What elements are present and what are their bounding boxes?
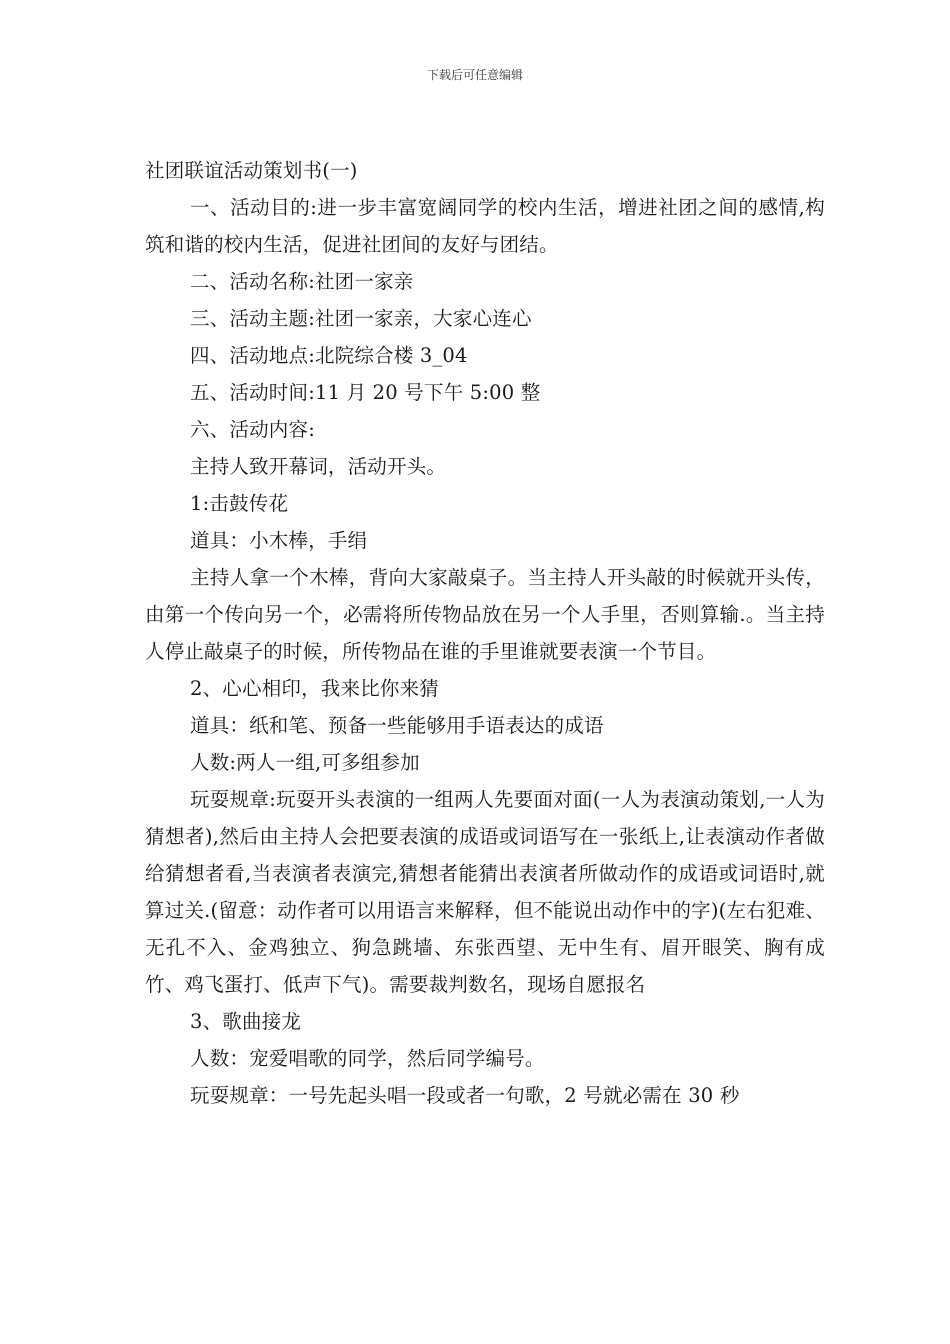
paragraph-name: 二、活动名称:社团一家亲 — [190, 270, 414, 293]
paragraph-game3-players: 人数：宠爱唱歌的同学，然后同学编号。 — [190, 1047, 545, 1070]
paragraph-opening: 主持人致开幕词，活动开头。 — [190, 455, 447, 478]
page-header: 下载后可任意编辑 — [426, 68, 523, 82]
paragraph-game3-title: 3、歌曲接龙 — [190, 1010, 302, 1033]
paragraph-game2-props: 道具：纸和笔、预备一些能够用手语表达的成语 — [190, 714, 604, 737]
paragraph-content-heading: 六、活动内容: — [190, 418, 315, 441]
paragraph-game2-title: 2、心心相印，我来比你来猜 — [190, 677, 440, 700]
paragraph-game1-title: 1:击鼓传花 — [190, 492, 289, 515]
paragraph-location: 四、活动地点:北院综合楼 3_04 — [190, 344, 468, 367]
paragraph-game1-props: 道具：小木棒，手绢 — [190, 529, 368, 552]
paragraph-game2-rules: 玩耍规章:玩耍开头表演的一组两人先要面对面(一人为表演动策划,一人为猜想者),然后由主持人会把要表演的成语或词语写在一张纸上,让表演动作者做给猜想者看,当表演者表演完,猜想者能猜出表演者所做动作的成语或词语时,就算过关.(留意：动作者可以用语言来解释，但不能说出动作中的字)(左右犯难、无孔不入、金鸡独立、狗急跳墙、东张西望、无中生有、眉开眼笑、胸有成竹、鸡飞蛋打、低声下气)。需要裁判数名，现场自愿报名 — [145, 788, 825, 996]
paragraph-game1-rules: 主持人拿一个木棒，背向大家敲桌子。当主持人开头敲的时候就开头传，由第一个传向另一个，必需将所传物品放在另一个人手里，否则算输.。当主持人停止敲桌子的时候，所传物品在谁的手里谁就要表演一个节目。 — [145, 566, 825, 663]
paragraph-game3-rules: 玩耍规章：一号先起头唱一段或者一句歌，2 号就必需在 30 秒 — [190, 1084, 740, 1107]
paragraph-time: 五、活动时间:11 月 20 号下午 5:00 整 — [190, 381, 541, 404]
paragraph-game2-players: 人数:两人一组,可多组参加 — [190, 751, 420, 774]
paragraph-purpose: 一、活动目的:进一步丰富宽阔同学的校内生活，增进社团之间的感情,构筑和谐的校内生活，促进社团间的友好与团结。 — [145, 196, 825, 256]
document-title: 社团联谊活动策划书(一) — [145, 159, 358, 182]
paragraph-theme: 三、活动主题:社团一家亲，大家心连心 — [190, 307, 532, 330]
document-body — [145, 152, 825, 1114]
